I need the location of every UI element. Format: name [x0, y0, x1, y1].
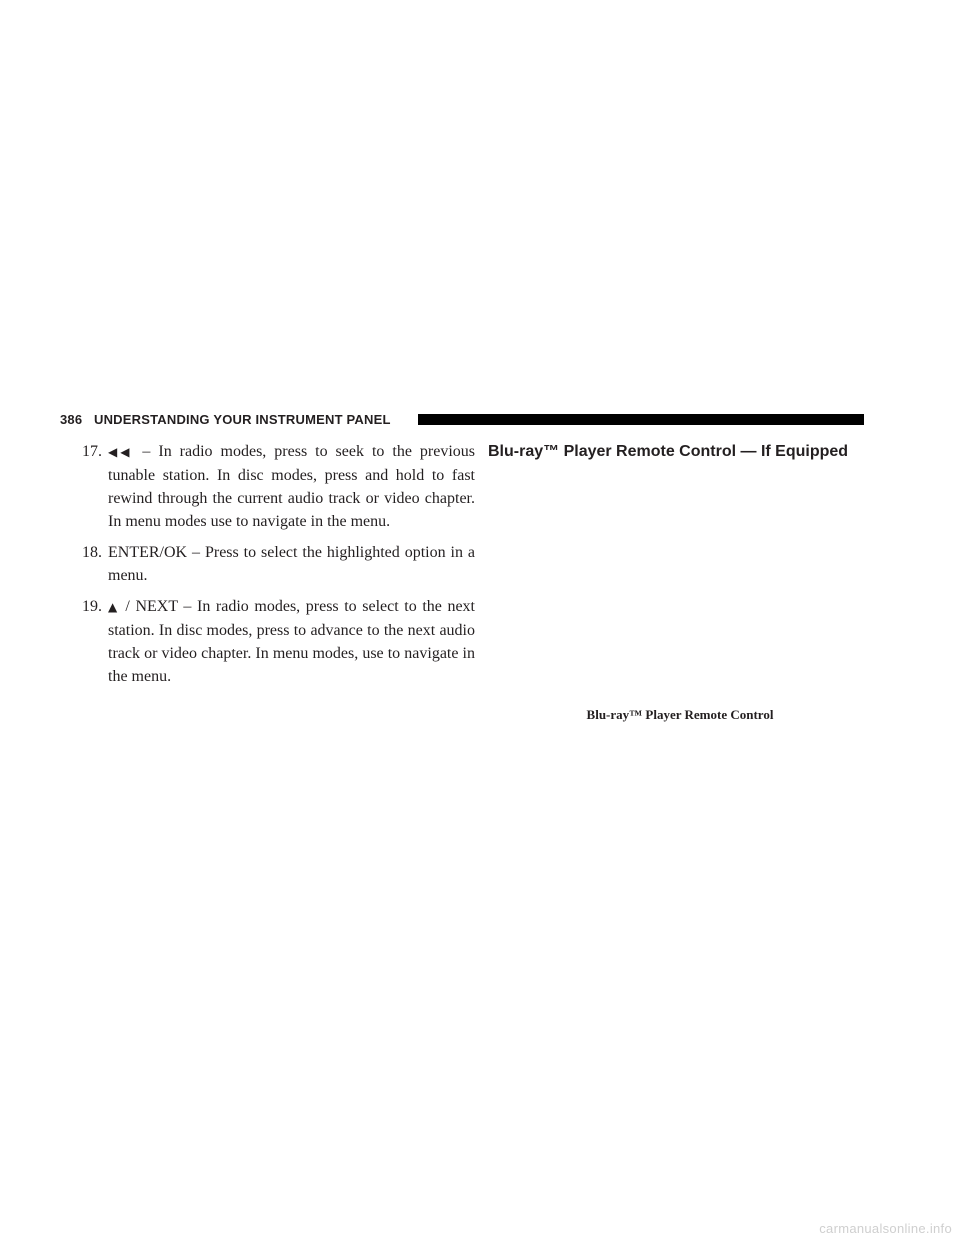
rewind-icon: ◀◀	[108, 445, 133, 459]
list-item-text: – In radio modes, press to seek to the previous tunable station. In disc modes, press and hold to fast rewind through the current audio track or video chapter. In menu modes use to navigate in the menu.	[108, 443, 476, 530]
list-item-number: 18.	[82, 544, 102, 561]
page-number: 386	[60, 412, 83, 427]
header-rule	[418, 414, 864, 425]
list-item-number: 19.	[82, 598, 102, 615]
list-item-19	[82, 595, 475, 688]
list-item-18	[82, 541, 475, 587]
watermark: carmanualsonline.info	[819, 1221, 952, 1236]
page-header	[60, 410, 864, 430]
numbered-list	[82, 440, 475, 696]
section-heading: Blu-ray™ Player Remote Control — If Equipped	[488, 443, 849, 460]
list-item-17	[82, 440, 475, 533]
list-item-text: / NEXT – In radio modes, press to select to the next station. In disc modes, press to advance to the next audio track or video chapter. In menu modes, use to navigate in the menu.	[108, 598, 476, 685]
remote-control-figure	[488, 474, 868, 696]
section-title: UNDERSTANDING YOUR INSTRUMENT PANEL	[94, 412, 391, 427]
up-arrow-icon: ▲	[108, 600, 118, 614]
list-item-number: 17.	[82, 443, 102, 460]
list-item-text: ENTER/OK – Press to select the highlighted option in a menu.	[108, 544, 475, 584]
figure-caption: Blu-ray™ Player Remote Control	[586, 707, 774, 722]
